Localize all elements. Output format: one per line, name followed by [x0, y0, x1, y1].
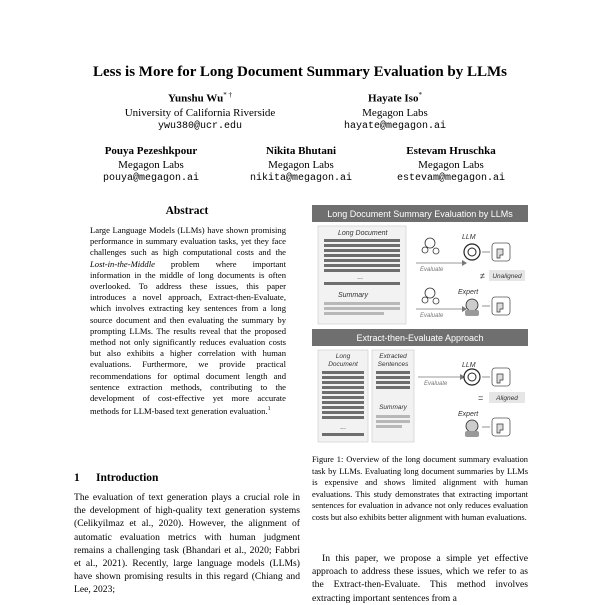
- paper-title: Less is More for Long Document Summary Evaluation by LLMs: [92, 64, 508, 80]
- right-text: In this paper, we propose a simple yet effective approach to address these issues, which we refer to as the Extract-then-Evaluate. This method involves extracting important sentences from a: [312, 553, 528, 604]
- summary-line: [376, 425, 402, 428]
- author-name: Yunshu Wu: [168, 92, 224, 105]
- robot-evaluator-icon: [422, 288, 439, 304]
- author-block-1: [110, 88, 290, 134]
- author-marks: * †: [223, 91, 232, 99]
- author-email[interactable]: pouya@megagon.ai: [102, 173, 199, 184]
- figure-caption: Figure 1: Overview of the long document summary evaluation task by LLMs. Evaluating long document summaries by LLMs is expensive and shows limited alignment with human evaluations. This study demonstrates that extracting important sentences for evaluation in advance not only reduces evaluation costs but also exhibits better alignment with human evaluations.: [312, 455, 528, 522]
- author-block-5: [386, 144, 516, 186]
- author-affiliation: Megagon Labs: [418, 159, 484, 171]
- author-affiliation: University of California Riverside: [124, 106, 276, 119]
- abstract-heading: Abstract: [165, 205, 209, 217]
- author-marks: *: [418, 91, 422, 99]
- figure-top-header-label: Long Document Summary Evaluation by LLMs: [327, 209, 513, 219]
- abstract-italic: Lost-in-the-Middle: [90, 258, 155, 269]
- summary-line: [324, 302, 400, 305]
- llm-icon-2: [464, 369, 480, 385]
- figure-bottom-header-label: Extract-then-Evaluate Approach: [356, 333, 484, 343]
- abstract-part-a: Large Language Models (LLMs) have shown promising performance in summary evaluation tasks, yet they face challenges such as high computational costs and the: [90, 225, 286, 258]
- evaluate-label: Evaluate: [420, 313, 444, 319]
- expert-icon-2: [465, 420, 479, 437]
- document-ellipsis: ...: [357, 274, 363, 281]
- author-affiliation: Megagon Labs: [268, 159, 334, 171]
- intro-text: The evaluation of text generation plays a crucial role in the development of high-quality text generation systems (Celikyilmaz et al., 2020). However, the alignment of automatic evaluation metrics with human judgment remains a challenging task (Bhandari et al., 2020; Fabbri et al., 2021). Recently, large language models (LLMs) have shown promising results in this regard (Chiang and Lee, 2023;: [74, 492, 300, 596]
- footnote-mark[interactable]: 1: [267, 406, 271, 413]
- right-paragraph: [312, 552, 528, 605]
- author-email[interactable]: hayate@megagon.ai: [343, 120, 447, 132]
- robot-evaluator-icon: [422, 238, 439, 254]
- evaluate-label: Evaluate: [424, 381, 448, 387]
- document-line: [324, 282, 400, 285]
- document-ellipsis-2: ...: [340, 424, 346, 431]
- author-email[interactable]: nikita@megagon.ai: [249, 173, 353, 184]
- summary-label-2: Summary: [379, 404, 407, 411]
- long-document-label-2b: Document: [328, 361, 358, 368]
- llm-icon: [464, 244, 480, 260]
- summary-line: [376, 420, 410, 423]
- arrow-head: [462, 260, 467, 266]
- expert-label-2: Expert: [458, 411, 479, 418]
- section-title: Introduction: [96, 472, 159, 484]
- llm-label-2: LLM: [462, 362, 476, 369]
- long-document-label-2a: Long: [335, 353, 351, 360]
- summary-line: [324, 312, 384, 315]
- author-block-4: [236, 144, 366, 186]
- abstract-part-b: problem where important information in the middle of long documents is often overlooked. To address these issues, this paper introduces a novel approach, Extract-then-Evaluate, which involves extracting key sentences from a long source document and then evaluating the summary by prompting LLMs. The results reveal that the proposed method not only significantly reduces evaluation costs but also exhibits a higher correlation with human evaluations. Furthermore, we provide practical recommendations for optimal document length and sentence extraction methods, contributing to the development of cost-effective yet more accurate methods for LLM-based text generation evaluation.: [90, 258, 286, 417]
- author-name: Hayate Iso: [368, 92, 419, 105]
- author-block-3: [86, 144, 216, 186]
- summary-label: Summary: [338, 292, 368, 299]
- author-name: Estevam Hruschka: [406, 145, 496, 157]
- thumbs-down-icon: [492, 243, 510, 261]
- author-name: Nikita Bhutani: [266, 145, 336, 157]
- expert-label: Expert: [458, 289, 479, 296]
- expert-icon: [465, 299, 479, 316]
- abstract-text: [90, 225, 286, 417]
- author-block-2: [330, 88, 460, 134]
- summary-line: [376, 415, 410, 418]
- unaligned-label: Unaligned: [492, 273, 522, 280]
- author-email[interactable]: estevam@megagon.ai: [396, 173, 506, 184]
- evaluate-label: Evaluate: [420, 267, 444, 273]
- author-affiliation: Megagon Labs: [118, 159, 184, 171]
- thumbs-up-icon: [492, 297, 510, 315]
- author-email[interactable]: ywu380@ucr.edu: [157, 120, 242, 132]
- thumbs-up-icon: [492, 368, 510, 386]
- intro-paragraph: [74, 491, 300, 597]
- summary-line: [324, 307, 400, 310]
- long-document-label: Long Document: [338, 230, 388, 237]
- author-affiliation: Megagon Labs: [362, 106, 428, 119]
- aligned-label: Aligned: [496, 395, 518, 402]
- eq-sign: =: [478, 393, 484, 403]
- llm-label: LLM: [462, 234, 476, 241]
- figure-1: [312, 205, 528, 447]
- document-line: [322, 433, 364, 436]
- section-heading: [74, 472, 158, 484]
- author-name: Pouya Pezeshkpour: [104, 145, 198, 157]
- extracted-label-a: Extracted: [379, 353, 407, 360]
- thumbs-up-icon: [492, 418, 510, 436]
- extracted-label-b: Sentences: [377, 361, 409, 368]
- neq-sign: ≠: [480, 271, 485, 281]
- section-number: 1: [74, 472, 80, 484]
